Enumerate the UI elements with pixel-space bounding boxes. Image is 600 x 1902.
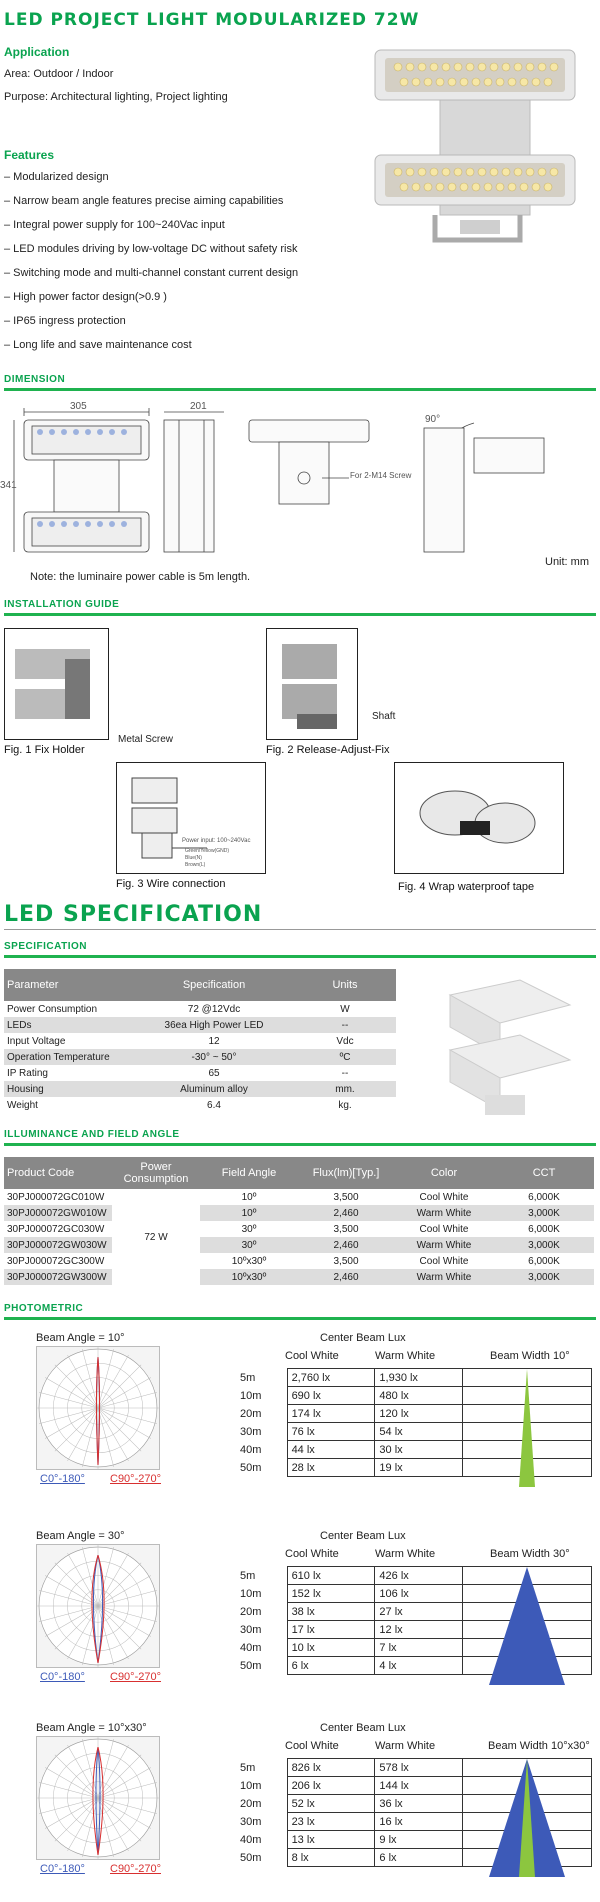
- cool-lux-cell: 13 lx: [287, 1831, 375, 1849]
- table-cell: 3,500: [333, 1255, 359, 1267]
- center-beam-label: Center Beam Lux: [320, 1332, 406, 1344]
- legend-c90: C90°-270°: [110, 1671, 161, 1683]
- cool-lux-cell: 2,760 lx: [287, 1369, 375, 1387]
- section-divider: [4, 388, 596, 391]
- table-row: [4, 1269, 594, 1285]
- table-cell: 30PJ000072GW300W: [4, 1269, 112, 1285]
- polar-diagram: [36, 1544, 160, 1668]
- polar-diagram: [36, 1346, 160, 1470]
- table-cell: 3,000K: [494, 1205, 594, 1221]
- distance-cell: 50m: [236, 1849, 287, 1867]
- table-cell: Housing: [4, 1081, 134, 1097]
- application-heading: Application: [4, 45, 70, 59]
- table-cell: mm.: [294, 1081, 396, 1097]
- table-header: Field Angle: [200, 1157, 298, 1189]
- legend-c90: C90°-270°: [110, 1473, 161, 1485]
- cool-lux-cell: 28 lx: [287, 1459, 375, 1477]
- photometric-heading: PHOTOMETRIC: [4, 1303, 84, 1314]
- warm-lux-cell: 578 lx: [375, 1759, 463, 1777]
- feature-item: – Integral power supply for 100~240Vac input: [4, 219, 225, 231]
- fig2-image: [266, 628, 358, 740]
- table-cell: 6,000K: [528, 1255, 560, 1267]
- table-cell: 30PJ000072GW030W: [4, 1237, 112, 1253]
- table-cell: Operation Temperature: [4, 1049, 134, 1065]
- distance-cell: 30m: [236, 1813, 287, 1831]
- table-row: [4, 1253, 594, 1269]
- warm-lux-cell: 9 lx: [375, 1831, 463, 1849]
- distance-cell: 50m: [236, 1657, 287, 1675]
- application-area: Area: Outdoor / Indoor: [4, 68, 114, 80]
- col-warm-white: Warm White: [375, 1740, 436, 1752]
- table-row: [4, 1189, 594, 1205]
- warm-lux-cell: 12 lx: [375, 1621, 463, 1639]
- table-cell: 6.4: [207, 1099, 221, 1111]
- cool-lux-cell: 10 lx: [287, 1639, 375, 1657]
- table-cell: Warm White: [394, 1205, 494, 1221]
- cool-lux-cell: 152 lx: [287, 1585, 375, 1603]
- warm-lux-cell: 19 lx: [375, 1459, 463, 1477]
- dim-angle: 90°: [425, 414, 441, 425]
- fig3-wire-n: Blue(N): [185, 855, 202, 861]
- section-divider: [4, 955, 596, 958]
- table-header: Parameter: [4, 969, 134, 1001]
- feature-item: – Long life and save maintenance cost: [4, 339, 192, 351]
- table-cell: kg.: [338, 1099, 352, 1111]
- distance-cell: 40m: [236, 1441, 287, 1459]
- beam-width-graphic: [464, 1759, 590, 1877]
- table-row: [4, 1017, 396, 1033]
- polar-diagram: [36, 1736, 160, 1860]
- feature-item: – IP65 ingress protection: [4, 315, 126, 327]
- table-cell: 65: [208, 1067, 220, 1079]
- beam-angle-label: Beam Angle = 30°: [36, 1530, 125, 1542]
- warm-lux-cell: 480 lx: [375, 1387, 463, 1405]
- feature-item: – High power factor design(>0.9 ): [4, 291, 167, 303]
- specification-heading: SPECIFICATION: [4, 941, 87, 952]
- table-cell: Warm White: [394, 1269, 494, 1285]
- col-warm-white: Warm White: [375, 1350, 436, 1362]
- dimension-drawing: [4, 398, 596, 566]
- fig3-caption: Fig. 3 Wire connection: [116, 878, 226, 890]
- table-cell: Weight: [7, 1099, 38, 1111]
- legend-c0: C0°-180°: [40, 1671, 85, 1683]
- table-row: [4, 1065, 396, 1081]
- table-cell: --: [341, 1067, 349, 1079]
- table-cell: 10º: [241, 1191, 257, 1203]
- product-image: [370, 40, 590, 250]
- dimension-heading: DIMENSION: [4, 374, 66, 385]
- section-divider: [4, 1143, 596, 1146]
- table-cell: 10ºx30º: [231, 1255, 267, 1267]
- cool-lux-cell: 610 lx: [287, 1567, 375, 1585]
- table-header: Units: [294, 969, 396, 1001]
- col-warm-white: Warm White: [375, 1548, 436, 1560]
- center-beam-label: Center Beam Lux: [320, 1530, 406, 1542]
- distance-cell: 5m: [236, 1567, 287, 1585]
- dimension-unit: Unit: mm: [545, 556, 589, 568]
- table-cell: IP Rating: [7, 1067, 48, 1079]
- table-cell: 12: [208, 1035, 220, 1047]
- feature-item: – Narrow beam angle features precise aiming capabilities: [4, 195, 284, 207]
- table-cell: 30PJ000072GW010W: [4, 1205, 112, 1221]
- table-cell: Cool White: [419, 1191, 469, 1203]
- table-cell: 72 @12Vdc: [187, 1003, 241, 1015]
- feature-item: – LED modules driving by low-voltage DC without safety risk: [4, 243, 298, 255]
- table-row: [4, 1081, 396, 1097]
- fig4-image: [394, 762, 564, 874]
- fig1-image: [4, 628, 109, 740]
- col-cool-white: Cool White: [285, 1350, 339, 1362]
- table-header: Flux(lm)[Typ.]: [298, 1157, 394, 1189]
- illuminance-table: [4, 1157, 594, 1285]
- table-row: [4, 1001, 396, 1017]
- warm-lux-cell: 144 lx: [375, 1777, 463, 1795]
- cool-lux-cell: 826 lx: [287, 1759, 375, 1777]
- fig1-caption: Fig. 1 Fix Holder: [4, 744, 85, 756]
- table-cell: Warm White: [394, 1237, 494, 1253]
- fig3-power: Power input: 100~240Vac: [182, 838, 251, 844]
- warm-lux-cell: 7 lx: [375, 1639, 463, 1657]
- section-divider: [4, 1317, 596, 1320]
- warm-lux-cell: 54 lx: [375, 1423, 463, 1441]
- table-cell: Cool White: [419, 1255, 469, 1267]
- cool-lux-cell: 76 lx: [287, 1423, 375, 1441]
- distance-cell: 50m: [236, 1459, 287, 1477]
- table-header: Color: [394, 1157, 494, 1189]
- cool-lux-cell: 690 lx: [287, 1387, 375, 1405]
- cool-lux-cell: 23 lx: [287, 1813, 375, 1831]
- fig1-label: Metal Screw: [118, 734, 174, 745]
- table-row: [4, 1205, 594, 1221]
- section-divider: [4, 613, 596, 616]
- warm-lux-cell: 426 lx: [375, 1567, 463, 1585]
- dim-screw-note: For 2-M14 Screw: [350, 471, 412, 480]
- distance-cell: 40m: [236, 1831, 287, 1849]
- beam-width-label: Beam Width 30°: [490, 1548, 570, 1560]
- table-cell: 3,500: [333, 1223, 359, 1235]
- application-purpose: Purpose: Architectural lighting, Project lighting: [4, 91, 228, 103]
- beam-width-graphic: [464, 1567, 590, 1685]
- dimension-note: Note: the luminaire power cable is 5m length.: [30, 571, 251, 583]
- table-row: [4, 1033, 396, 1049]
- fig4-caption: Fig. 4 Wrap waterproof tape: [398, 881, 535, 893]
- legend-c90: C90°-270°: [110, 1863, 161, 1875]
- table-cell: ºC: [294, 1049, 396, 1065]
- table-cell: Vdc: [336, 1035, 354, 1047]
- distance-cell: 30m: [236, 1621, 287, 1639]
- cool-lux-cell: 174 lx: [287, 1405, 375, 1423]
- distance-cell: 20m: [236, 1795, 287, 1813]
- warm-lux-cell: 4 lx: [375, 1657, 463, 1675]
- distance-cell: 20m: [236, 1405, 287, 1423]
- cool-lux-cell: 52 lx: [287, 1795, 375, 1813]
- warm-lux-cell: 27 lx: [375, 1603, 463, 1621]
- distance-cell: 40m: [236, 1639, 287, 1657]
- section-divider: [4, 929, 596, 930]
- fig3-wire-gnd: Green/Yellow(GND): [185, 848, 229, 854]
- table-header: Specification: [134, 969, 294, 1001]
- table-cell: 10º: [200, 1205, 298, 1221]
- table-cell: Power Consumption: [7, 1003, 98, 1015]
- cool-lux-cell: 17 lx: [287, 1621, 375, 1639]
- col-cool-white: Cool White: [285, 1740, 339, 1752]
- table-cell: 10ºx30º: [200, 1269, 298, 1285]
- center-beam-label: Center Beam Lux: [320, 1722, 406, 1734]
- dim-width-305: 305: [70, 401, 87, 412]
- table-header: Power Consumption: [112, 1157, 200, 1189]
- table-header-row: [4, 1157, 594, 1189]
- warm-lux-cell: 6 lx: [375, 1849, 463, 1867]
- legend-c0: C0°-180°: [40, 1863, 85, 1875]
- table-cell: W: [340, 1003, 350, 1015]
- warm-lux-cell: 1,930 lx: [375, 1369, 463, 1387]
- power-consumption-cell: 72 W: [112, 1189, 200, 1285]
- beam-width-label: Beam Width 10°: [490, 1350, 570, 1362]
- table-row: [4, 1221, 594, 1237]
- table-cell: 3,500: [333, 1191, 359, 1203]
- table-cell: 2,460: [298, 1269, 394, 1285]
- feature-item: – Switching mode and multi-channel constant current design: [4, 267, 299, 279]
- warm-lux-cell: 120 lx: [375, 1405, 463, 1423]
- distance-cell: 5m: [236, 1369, 287, 1387]
- distance-cell: 10m: [236, 1777, 287, 1795]
- specification-table: [4, 969, 396, 1113]
- table-cell: 3,000K: [494, 1237, 594, 1253]
- cool-lux-cell: 8 lx: [287, 1849, 375, 1867]
- table-cell: 30PJ000072GC010W: [7, 1191, 105, 1203]
- fig3-wire-l: Brown(L): [185, 862, 206, 868]
- fig2-caption: Fig. 2 Release-Adjust-Fix: [266, 744, 390, 756]
- product-side-image: [440, 975, 580, 1125]
- table-row: [4, 1049, 396, 1065]
- distance-cell: 5m: [236, 1759, 287, 1777]
- cool-lux-cell: 38 lx: [287, 1603, 375, 1621]
- cool-lux-cell: 44 lx: [287, 1441, 375, 1459]
- table-cell: Input Voltage: [7, 1035, 66, 1047]
- table-header: CCT: [494, 1157, 594, 1189]
- beam-width-graphic: [464, 1369, 590, 1487]
- table-cell: LEDs: [4, 1017, 134, 1033]
- warm-lux-cell: 36 lx: [375, 1795, 463, 1813]
- features-heading: Features: [4, 148, 55, 162]
- cool-lux-cell: 6 lx: [287, 1657, 375, 1675]
- warm-lux-cell: 30 lx: [375, 1441, 463, 1459]
- table-cell: -30° ~ 50°: [134, 1049, 294, 1065]
- table-row: [4, 1097, 396, 1113]
- legend-c0: C0°-180°: [40, 1473, 85, 1485]
- table-cell: 3,000K: [494, 1269, 594, 1285]
- col-cool-white: Cool White: [285, 1548, 339, 1560]
- beam-angle-label: Beam Angle = 10°x30°: [36, 1722, 147, 1734]
- illuminance-heading: ILLUMINANCE AND FIELD ANGLE: [4, 1129, 180, 1140]
- installation-heading: INSTALLATION GUIDE: [4, 599, 120, 610]
- warm-lux-cell: 106 lx: [375, 1585, 463, 1603]
- dim-depth-201: 201: [190, 401, 207, 412]
- table-cell: 30º: [200, 1237, 298, 1253]
- warm-lux-cell: 16 lx: [375, 1813, 463, 1831]
- table-cell: 30PJ000072GC030W: [7, 1223, 105, 1235]
- table-cell: 30º: [241, 1223, 257, 1235]
- table-cell: Cool White: [419, 1223, 469, 1235]
- page-title: LED PROJECT LIGHT MODULARIZED 72W: [4, 10, 420, 30]
- table-cell: Aluminum alloy: [134, 1081, 294, 1097]
- table-header: Product Code: [4, 1157, 112, 1189]
- table-cell: 2,460: [298, 1205, 394, 1221]
- dim-height-341: 341: [0, 480, 17, 491]
- distance-cell: 30m: [236, 1423, 287, 1441]
- cool-lux-cell: 206 lx: [287, 1777, 375, 1795]
- distance-cell: 20m: [236, 1603, 287, 1621]
- table-cell: 6,000K: [528, 1223, 560, 1235]
- distance-cell: 10m: [236, 1387, 287, 1405]
- table-cell: 2,460: [298, 1237, 394, 1253]
- table-cell: 36ea High Power LED: [134, 1017, 294, 1033]
- table-header-row: [4, 969, 396, 1001]
- fig2-label: Shaft: [372, 711, 396, 722]
- table-cell: 6,000K: [528, 1191, 560, 1203]
- led-spec-heading: LED SPECIFICATION: [4, 902, 263, 927]
- beam-angle-label: Beam Angle = 10°: [36, 1332, 125, 1344]
- table-cell: --: [294, 1017, 396, 1033]
- distance-cell: 10m: [236, 1585, 287, 1603]
- beam-width-label: Beam Width 10°x30°: [488, 1740, 590, 1752]
- feature-item: – Modularized design: [4, 171, 109, 183]
- table-cell: 30PJ000072GC300W: [7, 1255, 105, 1267]
- table-row: [4, 1237, 594, 1253]
